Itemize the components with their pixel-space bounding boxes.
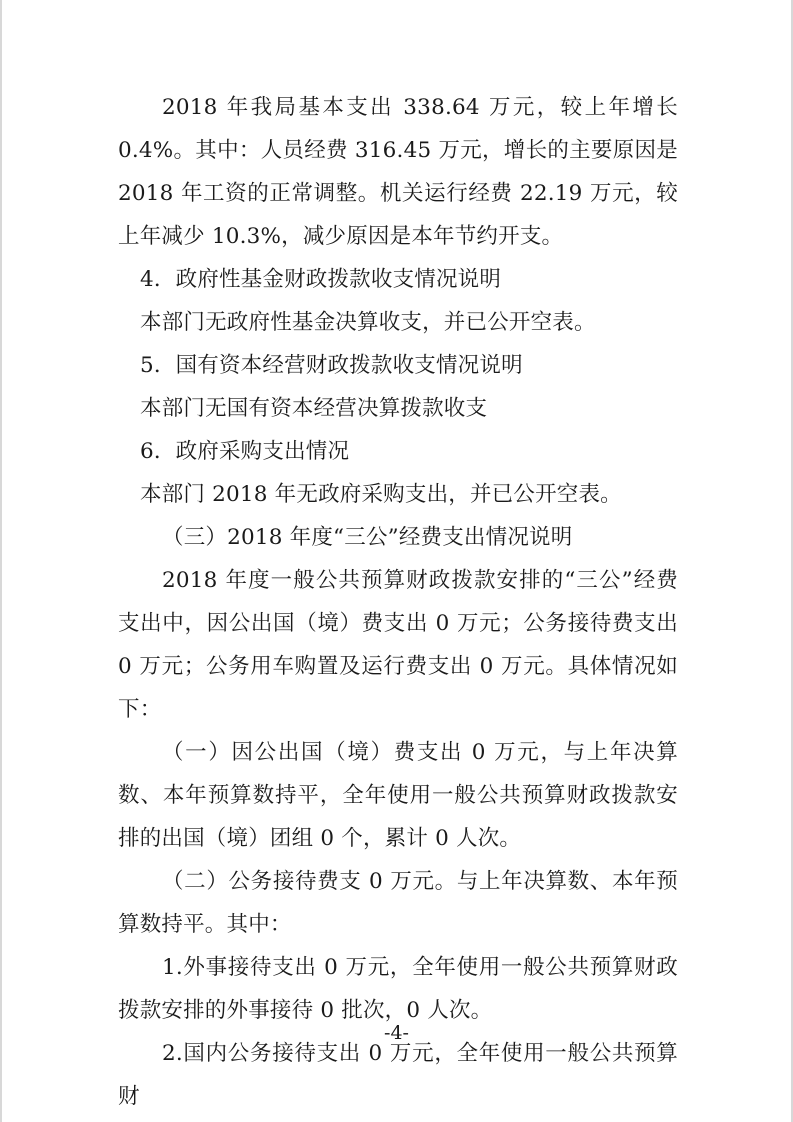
paragraph: （二）公务接待费支 0 万元。与上年决算数、本年预算数持平。其中：	[118, 869, 678, 937]
paragraph: 本部门无国有资本经营决算拨款收支	[140, 396, 488, 421]
document-body	[118, 86, 686, 1118]
paragraph: 2018 年度一般公共预算财政拨款安排的“三公”经费支出中，因公出国（境）费支出 0 万元；公务接待费支出 0 万元；公务用车购置及运行费支出 0 万元。具体情况如下：	[118, 568, 686, 722]
section-heading-4: 4．政府性基金财政拨款收支情况说明	[140, 267, 502, 292]
paragraph: 2018 年我局基本支出 338.64 万元，较上年增长 0.4%。其中：人员经费 316.45 万元，增长的主要原因是 2018 年工资的正常调整。机关运行经费 22.19 万元，较上年减少 10.3%，减少原因是本年节约开支。	[118, 95, 686, 249]
paragraph: 1.外事接待支出 0 万元，全年使用一般公共预算财政拨款安排的外事接待 0 批次，0 人次。	[118, 955, 678, 1023]
paragraph: 本部门无政府性基金决算收支，并已公开空表。	[140, 310, 596, 335]
page-left-edge	[0, 0, 2, 1122]
section-heading-5: 5．国有资本经营财政拨款收支情况说明	[140, 353, 523, 378]
paragraph: 本部门 2018 年无政府采购支出，并已公开空表。	[140, 482, 622, 507]
section-heading-6: 6．政府采购支出情况	[140, 439, 350, 464]
page-number: -4-	[384, 1022, 409, 1044]
paragraph: 2.国内公务接待支出 0 万元，全年使用一般公共预算财	[118, 1041, 678, 1109]
section-heading-three: （三）2018 年度“三公”经费支出情况说明	[162, 525, 573, 550]
paragraph: （一）因公出国（境）费支出 0 万元，与上年决算数、本年预算数持平，全年使用一般公共预算财政拨款安排的出国（境）团组 0 个，累计 0 人次。	[118, 740, 678, 851]
